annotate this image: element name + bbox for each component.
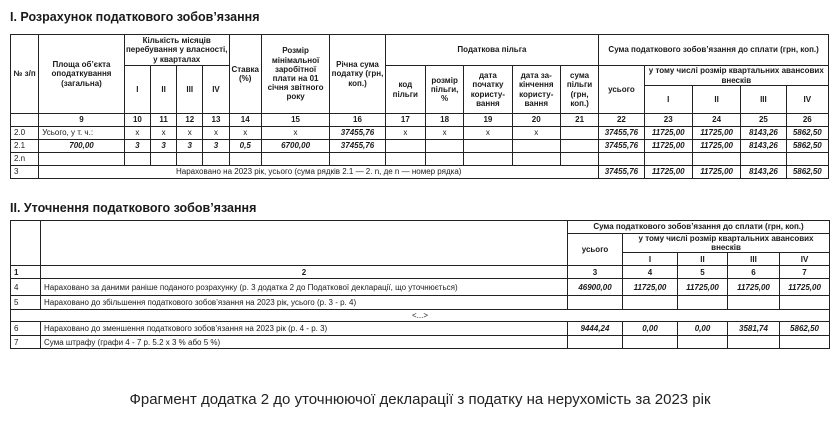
cell: x [385, 127, 425, 140]
advance-q4-header: IV [780, 253, 830, 266]
cell: 9444,24 [568, 322, 623, 336]
months-header: Кількість місяців перебування у власності, у кварталах [125, 36, 228, 64]
table-row [11, 279, 830, 296]
colnum: 5 [678, 266, 728, 279]
cell: x [203, 127, 229, 140]
cell: 5862,50 [780, 322, 830, 336]
cell: 0,00 [678, 322, 728, 336]
colnum: 17 [385, 114, 425, 127]
calculation-table [10, 34, 829, 179]
colnum: 20 [512, 114, 560, 127]
cell: x [177, 127, 203, 140]
advance-q2-header: II [678, 253, 728, 266]
cell [425, 140, 463, 153]
cell: 11725,00 [692, 140, 740, 153]
cell: x [464, 127, 512, 140]
cell: 11725,00 [692, 127, 740, 140]
row-number: 5 [11, 296, 41, 310]
cell: 37455,76 [599, 127, 644, 140]
liability-header: Сума податкового зобов’язання до сплати (грн, коп.) [568, 221, 830, 234]
cell: 5862,50 [786, 127, 828, 140]
row-text: Нараховано за даними раніше поданого розрахунку (р. 3 додатка 2 до Податкової декларації, що уточнюється) [41, 279, 568, 296]
colnum: 1 [11, 266, 41, 279]
cell: 5862,50 [786, 166, 828, 179]
section-2-title: II. Уточнення податкового зобов’язання [10, 201, 257, 215]
colnum: 15 [261, 114, 329, 127]
colnum: 7 [780, 266, 830, 279]
cell: 37455,76 [599, 166, 644, 179]
row-text: Нараховано до зменшення податкового зобов’язання на 2023 рік (р. 4 - р. 3) [41, 322, 568, 336]
figure-caption: Фрагмент додатка 2 до уточнюючої декларації з податку на нерухомість за 2023 рік [129, 391, 711, 408]
advance-header: у тому числі розмір квартальних авансових внесків [623, 234, 830, 253]
colnum: 18 [425, 114, 463, 127]
clarification-table [10, 220, 830, 349]
colnum: 3 [568, 266, 623, 279]
cell: 11725,00 [692, 166, 740, 179]
cell: 8143,26 [741, 166, 786, 179]
colnum: 23 [644, 114, 692, 127]
liability-header: Сума податкового зобов’язання до сплати (грн, коп.) [599, 35, 829, 66]
colnum: 6 [728, 266, 780, 279]
cell: 11725,00 [644, 140, 692, 153]
cell: x [261, 127, 329, 140]
benefit-end-header: дата за-кінчення користу-вання [512, 66, 560, 114]
advance-header: у тому числі розмір квартальних авансових внесків [644, 66, 828, 86]
cell: x [512, 127, 560, 140]
month-q2-header: II [150, 66, 176, 114]
cell: 11725,00 [728, 279, 780, 296]
colnum: 4 [623, 266, 678, 279]
cell: x [425, 127, 463, 140]
row-number: 2.0 [11, 127, 39, 140]
cell [560, 127, 598, 140]
ellipsis-row [11, 310, 830, 322]
colnum: 13 [203, 114, 229, 127]
cell: 0,00 [623, 322, 678, 336]
colnum: 19 [464, 114, 512, 127]
colnum: 24 [692, 114, 740, 127]
colnum: 11 [150, 114, 176, 127]
cell: x [124, 127, 150, 140]
cell: 37455,76 [330, 140, 385, 153]
cell: 5862,50 [786, 140, 828, 153]
advance-q1-header: I [644, 86, 692, 114]
advance-q3-header: III [728, 253, 780, 266]
minwage-header: Розмір мінімальної заробітної плати на 01 січня звітного року [261, 35, 329, 114]
benefit-code-header: код пільги [385, 66, 425, 114]
advance-q1-header: I [623, 253, 678, 266]
table-row [11, 153, 829, 166]
row-label: Усього, у т. ч.: [39, 127, 125, 140]
table-row [11, 336, 830, 349]
cell: 11725,00 [678, 279, 728, 296]
row-number: 6 [11, 322, 41, 336]
benefit-start-header: дата початку користу-вання [464, 66, 512, 114]
benefit-header: Податкова пільга [385, 35, 599, 66]
cell: 11725,00 [644, 127, 692, 140]
description-header-cell [41, 221, 568, 266]
column-numbers-row [11, 266, 830, 279]
month-q4-header: IV [203, 66, 229, 114]
ellipsis: <...> [11, 310, 830, 322]
cell [512, 140, 560, 153]
cell: 3581,74 [728, 322, 780, 336]
cell: x [150, 127, 176, 140]
cell: 3 [124, 140, 150, 153]
colnum: 16 [330, 114, 385, 127]
cell: 46900,00 [568, 279, 623, 296]
colnum: 25 [741, 114, 786, 127]
table-row [11, 127, 829, 140]
cell: 8143,26 [741, 140, 786, 153]
table-row [11, 322, 830, 336]
table-row [11, 140, 829, 153]
cell: x [229, 127, 261, 140]
cell: 6700,00 [261, 140, 329, 153]
cell: 3 [203, 140, 229, 153]
liability-total-header: усього [599, 66, 644, 114]
row3-text: Нараховано на 2023 рік, усього (сума рядків 2.1 — 2. n, де n — номер рядка) [39, 166, 599, 179]
cell: 3 [150, 140, 176, 153]
colnum: 14 [229, 114, 261, 127]
cell: 11725,00 [780, 279, 830, 296]
rate-header: Ставка (%) [229, 35, 261, 114]
rownum-header: № з/п [11, 35, 39, 114]
cell [560, 140, 598, 153]
corner-cell [11, 221, 41, 266]
colnum: 21 [560, 114, 598, 127]
annual-tax-header: Річна сума податку (грн, коп.) [330, 35, 385, 114]
advance-q3-header: III [741, 86, 786, 114]
colnum: 2 [41, 266, 568, 279]
colnum: 26 [786, 114, 828, 127]
colnum: 22 [599, 114, 644, 127]
cell [385, 140, 425, 153]
benefit-sum-header: сума пільги (грн, коп.) [560, 66, 598, 114]
row-text: Сума штрафу (графи 4 - 7 р. 5.2 х 3 % або 5 %) [41, 336, 568, 349]
month-q1-header: I [124, 66, 150, 114]
cell: 11725,00 [644, 166, 692, 179]
row-text: Нараховано до збільшення податкового зобов’язання на 2023 рік, усього (р. 3 - р. 4) [41, 296, 568, 310]
area-header: Площа об’єкта оподаткування (загальна) [39, 35, 125, 114]
advance-q4-header: IV [786, 86, 828, 114]
cell: 0,5 [229, 140, 261, 153]
benefit-size-header: розмір пільги, % [425, 66, 463, 114]
section-1-title: I. Розрахунок податкового зобов’язання [10, 10, 260, 24]
row-number: 2.1 [11, 140, 39, 153]
row-number: 4 [11, 279, 41, 296]
colnum: 10 [124, 114, 150, 127]
table-row [11, 296, 830, 310]
colnum: 12 [177, 114, 203, 127]
cell: 37455,76 [330, 127, 385, 140]
cell: 8143,26 [741, 127, 786, 140]
table-row [11, 166, 829, 179]
colnum: 9 [39, 114, 125, 127]
row-number: 7 [11, 336, 41, 349]
liability-total-header: усього [568, 234, 623, 266]
row-number: 3 [11, 166, 39, 179]
cell: 3 [177, 140, 203, 153]
advance-q2-header: II [692, 86, 740, 114]
month-q3-header: III [177, 66, 203, 114]
cell: 37455,76 [599, 140, 644, 153]
column-numbers-row [11, 114, 829, 127]
cell [464, 140, 512, 153]
cell: 11725,00 [623, 279, 678, 296]
area-value: 700,00 [39, 140, 125, 153]
row-number: 2.n [11, 153, 39, 166]
